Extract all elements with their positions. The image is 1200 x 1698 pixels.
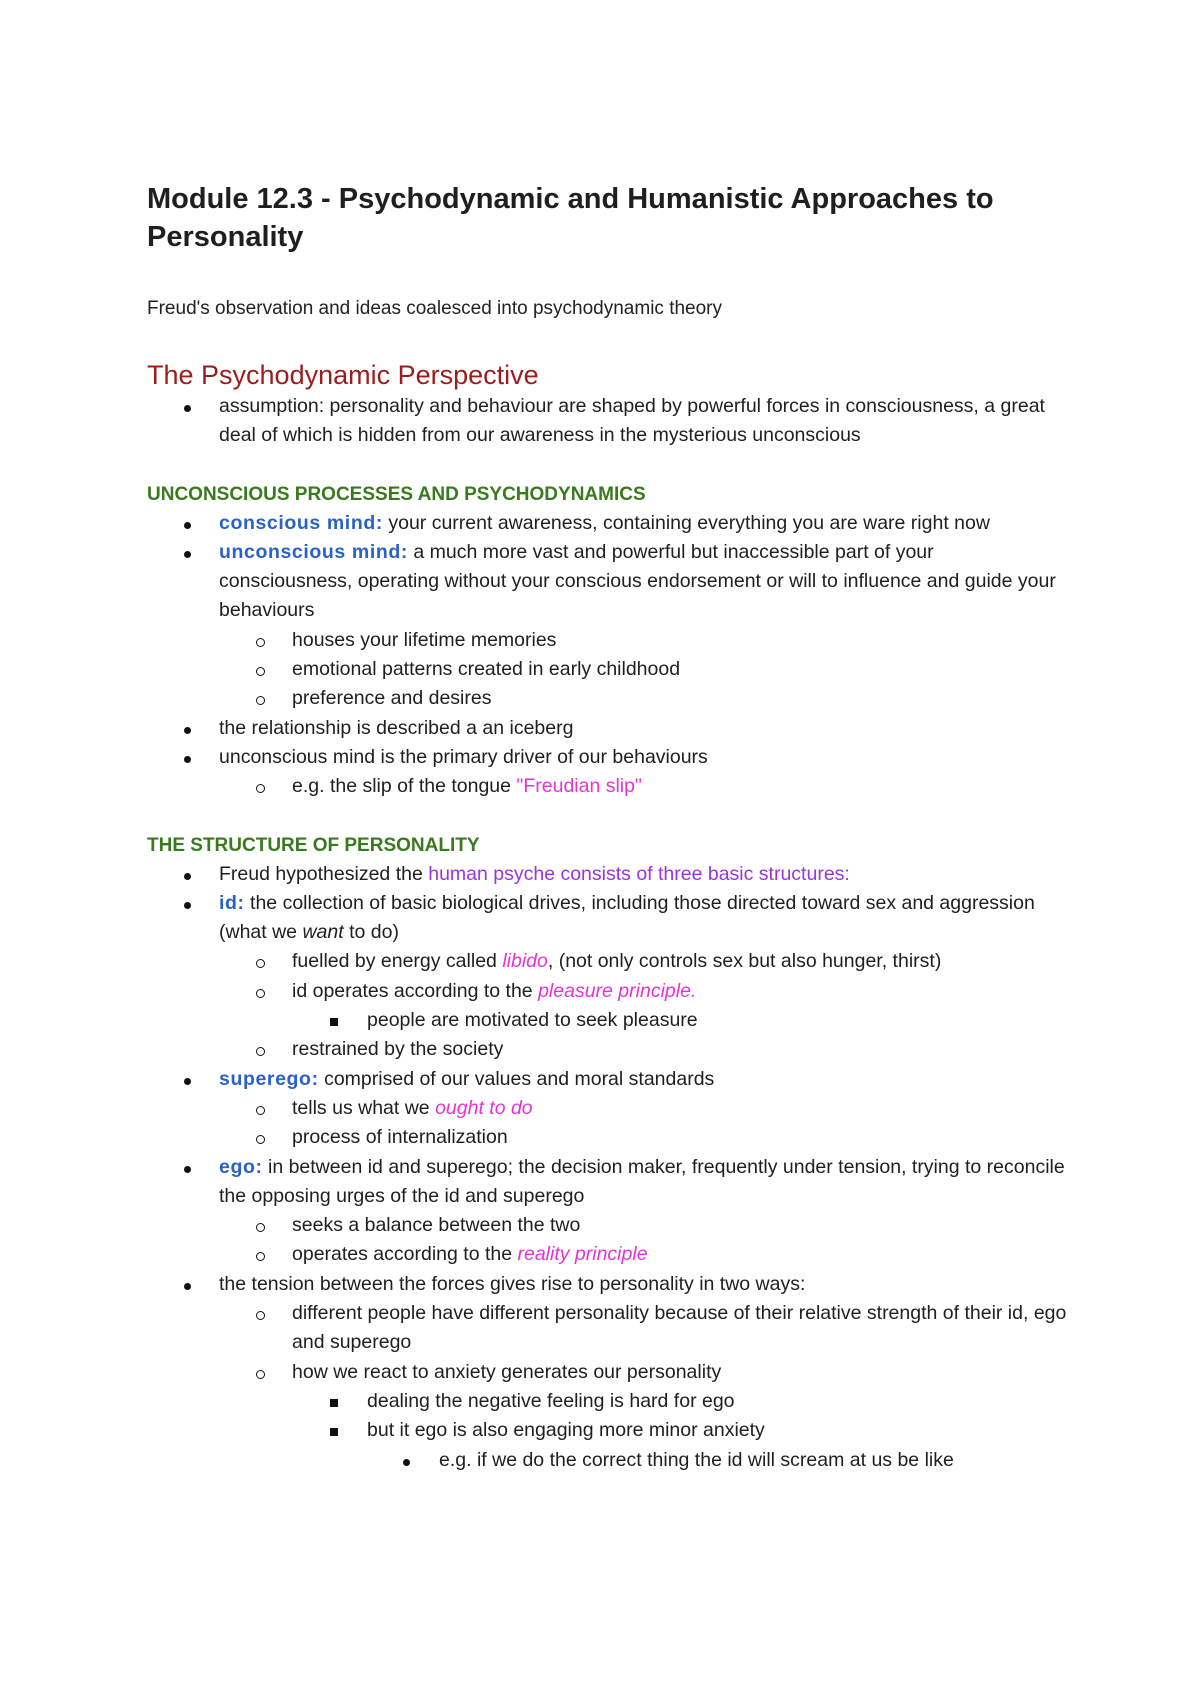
list-item: restrained by the society xyxy=(147,1035,1072,1064)
list-item: the relationship is described a an iceberg xyxy=(147,714,1072,743)
list-psychodynamic xyxy=(147,392,1072,451)
sublist xyxy=(292,1387,1072,1475)
list-item: different people have different personality because of their relative strength of their id, ego and superego xyxy=(147,1299,1072,1358)
list-item: e.g. the slip of the tongue "Freudian slip" xyxy=(147,772,1072,801)
list-item: id: the collection of basic biological drives, including those directed toward sex and aggression (what we want to do) fuelled by energy called libido, (not only controls sex but also hunger, thirst) id operates according to the pleasure principle. people are motivated to seek pleasure restrained by the society xyxy=(147,889,1072,1065)
list-item: but it ego is also engaging more minor anxiety e.g. if we do the correct thing the id will scream at us be like xyxy=(147,1416,1072,1475)
list-item: process of internalization xyxy=(147,1123,1072,1152)
list-item: assumption: personality and behaviour are shaped by powerful forces in consciousness, a great deal of which is hidden from our awareness in the mysterious unconscious xyxy=(147,392,1072,451)
list-item: the tension between the forces gives rise to personality in two ways: different people have different personality because of their relative strength of their id, ego and superego how we react to anxiety generates our personality dealing the negative feeling is hard for ego but it ego is also engaging more minor anxiety e.g. if we do the correct thing the id will scream at us be like xyxy=(147,1270,1072,1475)
list-item: ego: in between id and superego; the decision maker, frequently under tension, trying to reconcile the opposing urges of the id and superego seeks a balance between the two operates according to the reality principle xyxy=(147,1153,1072,1270)
list-unconscious xyxy=(147,509,1072,802)
sublist xyxy=(219,1094,1072,1153)
bullet-icon xyxy=(184,873,191,880)
section-heading-unconscious: UNCONSCIOUS PROCESSES AND PSYCHODYNAMICS xyxy=(147,483,646,505)
sublist xyxy=(219,1299,1072,1475)
circle-bullet-icon xyxy=(256,959,265,968)
bullet-icon xyxy=(184,522,191,529)
page-title: Module 12.3 - Psychodynamic and Humanistic Approaches to Personality xyxy=(147,183,994,253)
bullet-icon xyxy=(184,727,191,734)
bullet-icon xyxy=(184,902,191,909)
list-item: superego: comprised of our values and moral standards tells us what we ought to do process of internalization xyxy=(147,1065,1072,1153)
circle-bullet-icon xyxy=(256,1106,265,1115)
square-bullet-icon xyxy=(330,1399,338,1407)
square-bullet-icon xyxy=(330,1018,338,1026)
circle-bullet-icon xyxy=(256,667,265,676)
sublist xyxy=(367,1446,1072,1475)
list-item: dealing the negative feeling is hard for ego xyxy=(147,1387,1072,1416)
list-item: people are motivated to seek pleasure xyxy=(147,1006,1072,1035)
circle-bullet-icon xyxy=(256,784,265,793)
bullet-icon xyxy=(184,1078,191,1085)
circle-bullet-icon xyxy=(256,1370,265,1379)
circle-bullet-icon xyxy=(256,1311,265,1320)
bullet-icon xyxy=(184,756,191,763)
list-item: fuelled by energy called libido, (not only controls sex but also hunger, thirst) xyxy=(147,947,1072,976)
bullet-icon xyxy=(403,1459,410,1466)
sublist xyxy=(219,772,1072,801)
list-item: e.g. if we do the correct thing the id will scream at us be like xyxy=(147,1446,1072,1475)
list-item: preference and desires xyxy=(147,684,1072,713)
bullet-icon xyxy=(184,1283,191,1290)
section-heading-structure: THE STRUCTURE OF PERSONALITY xyxy=(147,834,480,856)
section-heading-psychodynamic: The Psychodynamic Perspective xyxy=(147,360,539,390)
bullet-icon xyxy=(184,405,191,412)
list-item: seeks a balance between the two xyxy=(147,1211,1072,1240)
intro-paragraph: Freud's observation and ideas coalesced into psychodynamic theory xyxy=(147,298,723,319)
circle-bullet-icon xyxy=(256,696,265,705)
list-item: houses your lifetime memories xyxy=(147,626,1072,655)
list-item: unconscious mind: a much more vast and powerful but inaccessible part of your consciousness, operating without your conscious endorsement or will to influence and guide your behaviours houses your lifetime memories emotional patterns created in early childhood preference and desires xyxy=(147,538,1072,714)
sublist xyxy=(219,1211,1072,1270)
list-item: how we react to anxiety generates our personality dealing the negative feeling is hard for ego but it ego is also engaging more minor anxiety e.g. if we do the correct thing the id will scream at us be like xyxy=(147,1358,1072,1475)
list-item: conscious mind: your current awareness, containing everything you are ware right now xyxy=(147,509,1072,538)
sublist xyxy=(292,1006,1072,1035)
list-item: operates according to the reality principle xyxy=(147,1240,1072,1269)
circle-bullet-icon xyxy=(256,1047,265,1056)
circle-bullet-icon xyxy=(256,1135,265,1144)
document-body xyxy=(147,180,1072,1475)
list-item: id operates according to the pleasure principle. people are motivated to seek pleasure xyxy=(147,977,1072,1036)
bullet-icon xyxy=(184,551,191,558)
list-item: unconscious mind is the primary driver of our behaviours e.g. the slip of the tongue "Freudian slip" xyxy=(147,743,1072,802)
list-item: tells us what we ought to do xyxy=(147,1094,1072,1123)
circle-bullet-icon xyxy=(256,1252,265,1261)
list-structure xyxy=(147,860,1072,1475)
sublist xyxy=(219,626,1072,714)
circle-bullet-icon xyxy=(256,638,265,647)
bullet-icon xyxy=(184,1166,191,1173)
circle-bullet-icon xyxy=(256,989,265,998)
circle-bullet-icon xyxy=(256,1223,265,1232)
square-bullet-icon xyxy=(330,1428,338,1436)
sublist xyxy=(219,947,1072,1064)
list-item: Freud hypothesized the human psyche consists of three basic structures: xyxy=(147,860,1072,889)
list-item: emotional patterns created in early childhood xyxy=(147,655,1072,684)
